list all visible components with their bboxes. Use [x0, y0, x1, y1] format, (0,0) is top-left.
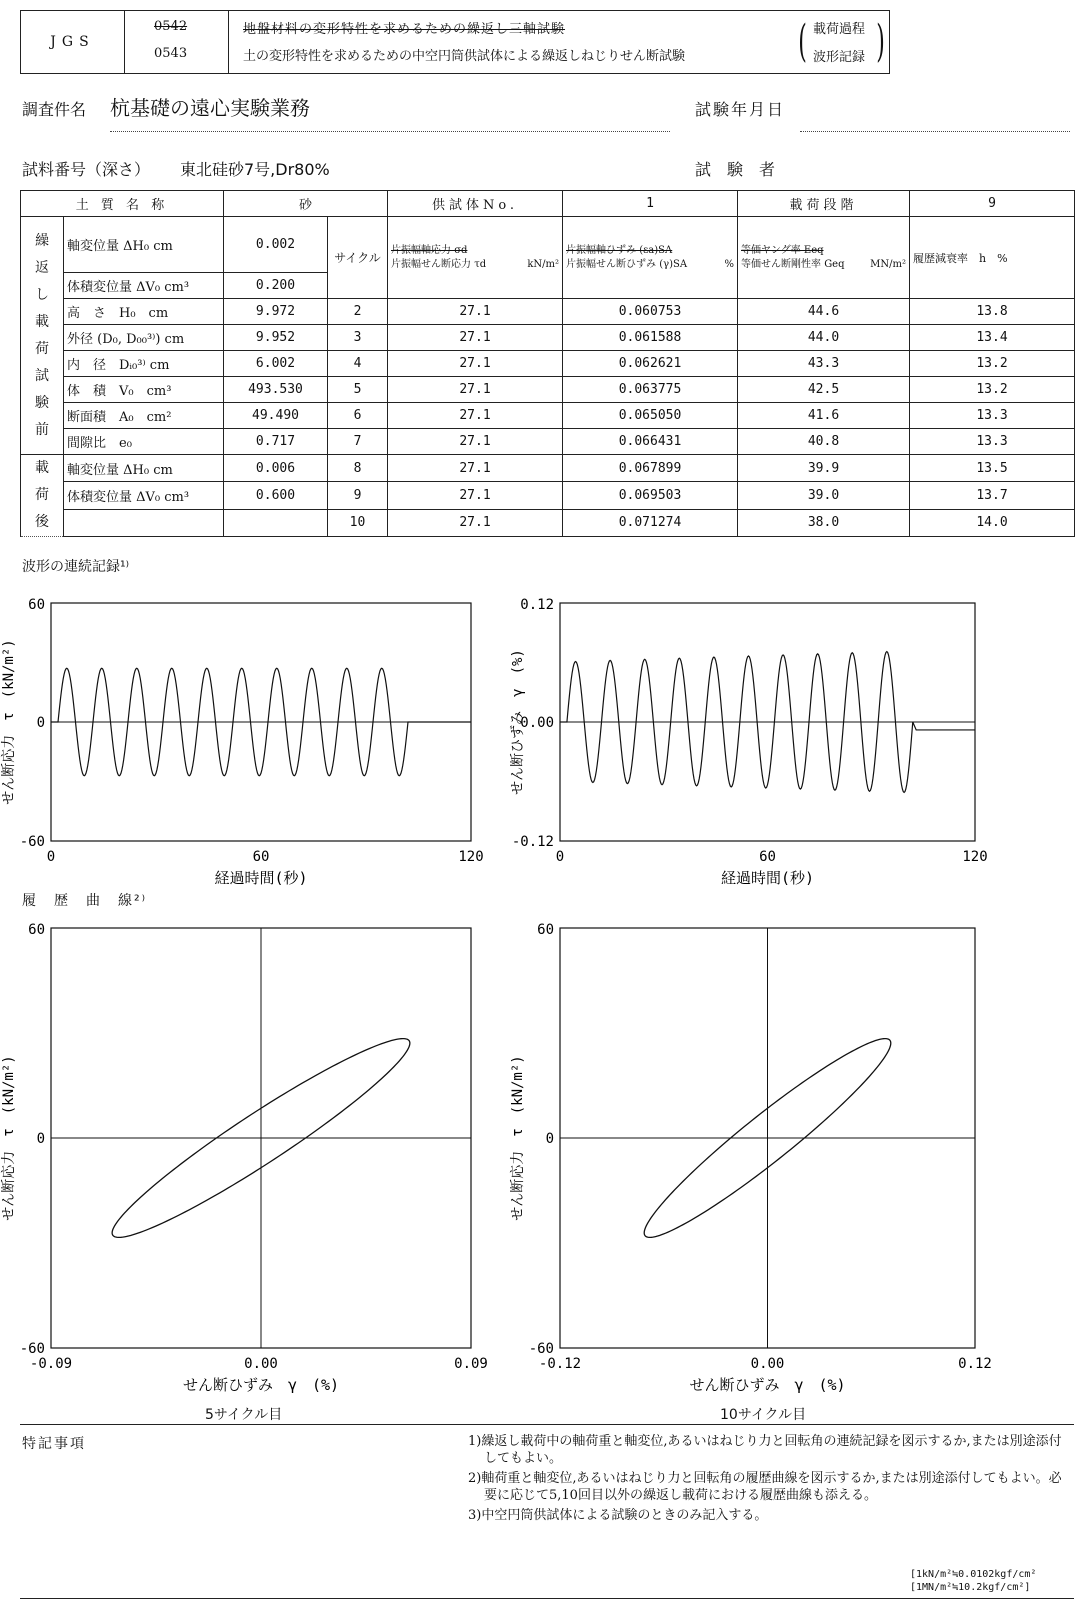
y-tick-label: 0: [545, 1131, 554, 1147]
bracket-label-2: 波形記録: [813, 50, 866, 65]
strain-cell: 0.065050: [563, 403, 738, 429]
x-tick-label: 0.12: [958, 1356, 992, 1372]
strain-cell: 0.061588: [563, 325, 738, 351]
y-tick-label: 60: [537, 922, 554, 938]
damping-cell: 13.4: [910, 325, 1075, 351]
damping-cell: 13.2: [910, 377, 1075, 403]
prop-value: 0.717: [224, 429, 328, 455]
strain-header-old: 片振幅軸ひずみ (εa)SA: [566, 244, 673, 256]
y-tick-label: 0.00: [520, 715, 554, 731]
note-2: 2)軸荷重と軸変位,あるいはねじり力と回転角の履歴曲線を図示するか,または別途添付してもよい。必要に応じて5,10回目以外の繰返し載荷における履歴曲線も添える。: [468, 1471, 1062, 1503]
notes-list: [468, 1433, 1068, 1527]
survey-value: 杭基礎の遠心実験業務: [110, 96, 310, 120]
cycle-cell: 9: [328, 482, 388, 509]
damping-cell: 13.7: [910, 482, 1075, 509]
stress-cell: 27.1: [388, 377, 563, 403]
unit-conversions: [910, 1568, 1036, 1594]
group-after-test-label: 載荷後: [35, 460, 49, 530]
strain-header-new: 片振幅せん断ひずみ (γ)SA: [566, 258, 688, 270]
conversion-1: [1kN/m²≒0.0102kgf/cm²: [910, 1569, 1037, 1580]
soil-name-label: 土 質 名 称: [21, 191, 224, 217]
strain-cell: 0.063775: [563, 377, 738, 403]
stage-label: 載荷段階: [738, 191, 910, 217]
code-old: 0542: [154, 19, 188, 34]
modulus-cell: 44.6: [738, 299, 910, 325]
title-old: 地盤材料の変形特性を求めるための繰返し三軸試験: [243, 22, 566, 37]
wave-section-label: 波形の連続記録¹⁾: [22, 559, 130, 575]
sample-value: 東北硅砂7号,Dr80%: [180, 160, 330, 179]
prop-value: 6.002: [224, 351, 328, 377]
y-tick-label: -0.12: [511, 834, 554, 850]
group-before-test-label: 繰返し載荷試験前: [35, 232, 49, 438]
modulus-cell: 44.0: [738, 325, 910, 351]
damping-cell: 13.3: [910, 403, 1075, 429]
y-tick-label: 60: [28, 597, 45, 613]
y-axis-label: せん断応力 τ (kN/m²): [1, 1055, 17, 1221]
strain-cell: 0.062621: [563, 351, 738, 377]
sample-label: 試料番号（深さ）: [22, 160, 151, 179]
strain-cell: 0.060753: [563, 299, 738, 325]
x-tick-label: 120: [962, 849, 988, 865]
modulus-cell: 43.3: [738, 351, 910, 377]
modulus-cell: 40.8: [738, 429, 910, 455]
stress-cell: 27.1: [388, 429, 563, 455]
prop-label: 体積変位量 ΔV₀ cm³: [64, 482, 224, 509]
x-axis-label: 経過時間(秒): [720, 869, 815, 887]
hyst-title-10: 10サイクル目: [720, 1407, 807, 1423]
modulus-cell: 41.6: [738, 403, 910, 429]
y-axis-label: せん断ひずみ γ (%): [510, 649, 526, 795]
y-tick-label: 0: [36, 1131, 45, 1147]
damping-col-header: 履歴減衰率 h %: [910, 217, 1075, 299]
x-tick-label: 0.00: [244, 1356, 278, 1372]
bottom-border: [20, 1598, 1074, 1599]
modulus-cell: 39.0: [738, 482, 910, 509]
title-new: 土の変形特性を求めるための中空円筒供試体による繰返しねじりせん断試験: [243, 49, 686, 64]
prop-value: 0.002: [224, 217, 328, 273]
x-axis-label: せん断ひずみ γ (%): [689, 1376, 846, 1394]
y-tick-label: 60: [28, 922, 45, 938]
cycle-cell: 8: [328, 455, 388, 482]
code-new: 0543: [154, 46, 188, 61]
modulus-header-new: 等価せん断剛性率 Geq: [741, 258, 845, 270]
prop-value: 0.006: [224, 455, 328, 482]
prop-label: 軸変位量 ΔH₀ cm: [64, 217, 224, 273]
org-code: JGS: [21, 11, 125, 73]
cycle-cell: 4: [328, 351, 388, 377]
prop-value: 9.972: [224, 299, 328, 325]
tester-label: 試 験 者: [695, 160, 776, 179]
x-tick-label: 60: [252, 849, 270, 865]
y-tick-label: 0.12: [520, 597, 554, 613]
stress-cell: 27.1: [388, 325, 563, 351]
strain-header-unit: %: [724, 258, 735, 270]
hysteresis-section-label: 履 歴 曲 線²⁾: [22, 893, 148, 909]
damping-cell: 14.0: [910, 509, 1075, 536]
prop-label: 間隙比 e₀: [64, 429, 224, 455]
test-date-label: 試験年月日: [695, 100, 786, 119]
y-tick-label: -60: [528, 1341, 554, 1357]
cycle-cell: 6: [328, 403, 388, 429]
stress-cell: 27.1: [388, 299, 563, 325]
x-tick-label: 60: [759, 849, 776, 865]
survey-label: 調査件名: [22, 100, 87, 119]
cycle-cell: 3: [328, 325, 388, 351]
bracket-label-1: 載荷過程: [813, 22, 866, 37]
prop-value: 493.530: [224, 377, 328, 403]
x-axis-label: せん断ひずみ γ (%): [182, 1376, 340, 1394]
cycle-cell: 5: [328, 377, 388, 403]
stress-cell: 27.1: [388, 482, 563, 509]
cycle-cell: 10: [328, 509, 388, 536]
remarks-label: 特記事項: [22, 1436, 86, 1452]
prop-label: 高 さ H₀ cm: [64, 299, 224, 325]
stress-cell: 27.1: [388, 509, 563, 536]
prop-label: 内 径 Dᵢ₀³⁾ cm: [64, 351, 224, 377]
prop-value: 0.600: [224, 482, 328, 509]
y-tick-label: -60: [19, 1341, 45, 1357]
stress-header-unit: kN/m²: [527, 258, 560, 270]
prop-label: 外径 (D₀, D₀₀³⁾) cm: [64, 325, 224, 351]
modulus-header-old: 等価ヤング率 Eeq: [741, 244, 824, 256]
modulus-header-unit: MN/m²: [870, 258, 907, 270]
x-tick-label: 0.00: [750, 1356, 785, 1372]
stress-header-new: 片振幅せん断応力 τd: [391, 258, 487, 270]
modulus-cell: 42.5: [738, 377, 910, 403]
damping-cell: 13.5: [910, 455, 1075, 482]
cycle-cell: 2: [328, 299, 388, 325]
strain-cell: 0.066431: [563, 429, 738, 455]
specimen-value: 1: [563, 191, 738, 217]
damping-cell: 13.3: [910, 429, 1075, 455]
hyst-title-5: 5サイクル目: [205, 1407, 283, 1423]
prop-label: 軸変位量 ΔH₀ cm: [64, 455, 224, 482]
y-tick-label: -60: [19, 834, 45, 850]
cycle-header: サイクル: [328, 217, 388, 299]
stress-cell: 27.1: [388, 351, 563, 377]
x-tick-label: 0: [555, 849, 565, 865]
prop-value: 9.952: [224, 325, 328, 351]
prop-value: 49.490: [224, 403, 328, 429]
strain-cell: 0.069503: [563, 482, 738, 509]
prop-label: 断面積 A₀ cm²: [64, 403, 224, 429]
prop-label: 体 積 V₀ cm³: [64, 377, 224, 403]
bracket-labels: ( 載荷過程 波形記録 ): [798, 16, 885, 67]
x-tick-label: 0.09: [454, 1356, 488, 1372]
stress-cell: 27.1: [388, 455, 563, 482]
remarks-divider: [20, 1424, 1074, 1425]
damping-cell: 13.2: [910, 351, 1075, 377]
x-tick-label: -0.09: [29, 1356, 73, 1372]
x-axis-label: 経過時間(秒): [214, 869, 308, 887]
conversion-2: [1MN/m²≒10.2kgf/cm²]: [910, 1582, 1031, 1593]
specimen-label: 供試体No.: [388, 191, 563, 217]
stress-cell: 27.1: [388, 403, 563, 429]
modulus-cell: 39.9: [738, 455, 910, 482]
strain-cell: 0.071274: [563, 509, 738, 536]
damping-cell: 13.8: [910, 299, 1075, 325]
note-1: 1)繰返し載荷中の軸荷重と軸変位,あるいはねじり力と回転角の連続記録を図示するか,または別途添付してもよい。: [468, 1434, 1062, 1466]
prop-value: 0.200: [224, 273, 328, 299]
prop-label: 体積変位量 ΔV₀ cm³: [64, 273, 224, 299]
modulus-cell: 38.0: [738, 509, 910, 536]
soil-name-value: 砂: [224, 191, 388, 217]
stage-value: 9: [910, 191, 1075, 217]
cycle-cell: 7: [328, 429, 388, 455]
y-axis-label: せん断応力 τ (kN/m²): [510, 1055, 526, 1221]
strain-cell: 0.067899: [563, 455, 738, 482]
x-tick-label: 0: [46, 849, 56, 865]
y-tick-label: 0: [36, 715, 45, 731]
stress-header-old: 片振幅軸応力 σd: [391, 244, 468, 256]
note-3: 3)中空円筒供試体による試験のときのみ記入する。: [468, 1508, 768, 1523]
x-tick-label: 120: [458, 849, 484, 865]
y-axis-label: せん断応力 τ (kN/m²): [1, 639, 17, 805]
x-tick-label: -0.12: [538, 1356, 582, 1372]
